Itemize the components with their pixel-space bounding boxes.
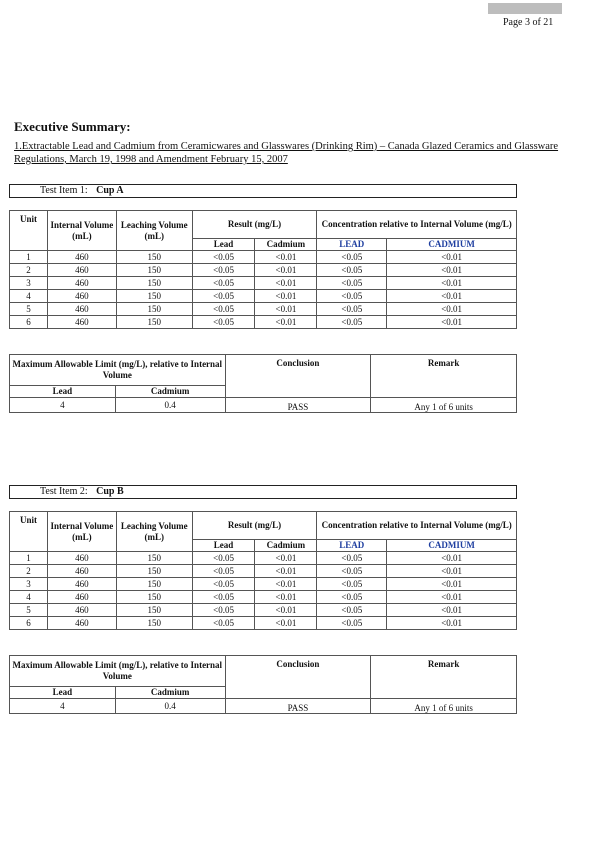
cell-internal-volume: 460 bbox=[47, 604, 116, 617]
cell-leaching-volume: 150 bbox=[116, 277, 192, 290]
cell-unit: 1 bbox=[10, 552, 48, 565]
header-remark: Remark bbox=[371, 355, 517, 398]
header-concentration: Concentration relative to Internal Volume (mg/L) bbox=[317, 211, 517, 239]
test-item-label: Test Item 2: bbox=[40, 486, 88, 497]
cell-cadmium: <0.01 bbox=[255, 617, 317, 630]
cell-conc-lead: <0.05 bbox=[317, 591, 387, 604]
cell-lead: <0.05 bbox=[192, 264, 255, 277]
cell-conc-cadmium: <0.01 bbox=[387, 290, 517, 303]
header-lead-caps: LEAD bbox=[317, 239, 387, 251]
result-table-1 bbox=[9, 210, 517, 329]
table-row bbox=[10, 578, 517, 591]
cell-lead: <0.05 bbox=[192, 290, 255, 303]
table-row bbox=[10, 604, 517, 617]
cell-lead: <0.05 bbox=[192, 604, 255, 617]
cell-cadmium: <0.01 bbox=[255, 290, 317, 303]
header-limit-lead: Lead bbox=[10, 386, 116, 398]
cell-unit: 3 bbox=[10, 578, 48, 591]
table-row bbox=[10, 617, 517, 630]
cell-internal-volume: 460 bbox=[47, 617, 116, 630]
cell-conc-lead: <0.05 bbox=[317, 277, 387, 290]
limit-table-2 bbox=[9, 655, 517, 714]
cell-conc-lead: <0.05 bbox=[317, 290, 387, 303]
header-max-limit: Maximum Allowable Limit (mg/L), relative to Internal Volume bbox=[10, 355, 226, 386]
cell-leaching-volume: 150 bbox=[116, 290, 192, 303]
cell-internal-volume: 460 bbox=[47, 303, 116, 316]
cell-cadmium: <0.01 bbox=[255, 251, 317, 264]
header-limit-cadmium: Cadmium bbox=[115, 687, 225, 699]
cell-unit: 5 bbox=[10, 303, 48, 316]
cell-leaching-volume: 150 bbox=[116, 316, 192, 329]
cell-unit: 4 bbox=[10, 591, 48, 604]
header-leaching-volume: Leaching Volume (mL) bbox=[116, 512, 192, 552]
header-cadmium: Cadmium bbox=[255, 239, 317, 251]
cell-leaching-volume: 150 bbox=[116, 617, 192, 630]
cell-conc-cadmium: <0.01 bbox=[387, 552, 517, 565]
table-row bbox=[10, 251, 517, 264]
cell-leaching-volume: 150 bbox=[116, 604, 192, 617]
header-conclusion: Conclusion bbox=[225, 355, 371, 398]
header-leaching-volume: Leaching Volume (mL) bbox=[116, 211, 192, 251]
cell-lead: <0.05 bbox=[192, 303, 255, 316]
cell-leaching-volume: 150 bbox=[116, 578, 192, 591]
cell-internal-volume: 460 bbox=[47, 591, 116, 604]
header-limit-cadmium: Cadmium bbox=[115, 386, 225, 398]
cell-conc-lead: <0.05 bbox=[317, 578, 387, 591]
cell-internal-volume: 460 bbox=[47, 290, 116, 303]
test-item-name: Cup B bbox=[96, 486, 124, 497]
header-unit: Unit bbox=[10, 512, 48, 552]
header-limit-lead: Lead bbox=[10, 687, 116, 699]
cell-internal-volume: 460 bbox=[47, 552, 116, 565]
result-table-2 bbox=[9, 511, 517, 630]
section-heading: Executive Summary: bbox=[14, 119, 131, 134]
limit-table-1 bbox=[9, 354, 517, 413]
cell-lead: <0.05 bbox=[192, 251, 255, 264]
cell-cadmium: <0.01 bbox=[255, 303, 317, 316]
cell-conc-cadmium: <0.01 bbox=[387, 617, 517, 630]
table-row bbox=[10, 290, 517, 303]
cell-leaching-volume: 150 bbox=[116, 565, 192, 578]
table-row bbox=[10, 591, 517, 604]
cell-cadmium: <0.01 bbox=[255, 604, 317, 617]
test-item-label: Test Item 1: bbox=[40, 185, 88, 196]
cell-lead: <0.05 bbox=[192, 552, 255, 565]
cell-conc-lead: <0.05 bbox=[317, 264, 387, 277]
header-remark: Remark bbox=[371, 656, 517, 699]
cell-conc-cadmium: <0.01 bbox=[387, 277, 517, 290]
header-result: Result (mg/L) bbox=[192, 512, 317, 540]
cell-unit: 4 bbox=[10, 290, 48, 303]
cell-leaching-volume: 150 bbox=[116, 264, 192, 277]
cell-unit: 2 bbox=[10, 565, 48, 578]
header-internal-volume: Internal Volume (mL) bbox=[47, 211, 116, 251]
page-number: Page 3 of 21 bbox=[503, 17, 554, 28]
limit-lead-value: 4 bbox=[10, 699, 116, 714]
cell-conc-lead: <0.05 bbox=[317, 617, 387, 630]
redacted-header-block bbox=[488, 3, 562, 14]
header-cadmium: Cadmium bbox=[255, 540, 317, 552]
cell-cadmium: <0.01 bbox=[255, 552, 317, 565]
cell-cadmium: <0.01 bbox=[255, 578, 317, 591]
cell-conc-lead: <0.05 bbox=[317, 552, 387, 565]
table-row bbox=[10, 277, 517, 290]
cell-leaching-volume: 150 bbox=[116, 591, 192, 604]
cell-conc-lead: <0.05 bbox=[317, 303, 387, 316]
limit-cadmium-value: 0.4 bbox=[115, 699, 225, 714]
cell-unit: 6 bbox=[10, 316, 48, 329]
header-lead: Lead bbox=[192, 540, 255, 552]
cell-conc-lead: <0.05 bbox=[317, 251, 387, 264]
cell-leaching-volume: 150 bbox=[116, 552, 192, 565]
cell-conc-cadmium: <0.01 bbox=[387, 303, 517, 316]
test-item-2-bar bbox=[9, 485, 517, 499]
cell-unit: 1 bbox=[10, 251, 48, 264]
cell-conc-cadmium: <0.01 bbox=[387, 316, 517, 329]
header-lead: Lead bbox=[192, 239, 255, 251]
cell-internal-volume: 460 bbox=[47, 578, 116, 591]
header-result: Result (mg/L) bbox=[192, 211, 317, 239]
header-concentration: Concentration relative to Internal Volume (mg/L) bbox=[317, 512, 517, 540]
cell-conc-lead: <0.05 bbox=[317, 316, 387, 329]
cell-cadmium: <0.01 bbox=[255, 277, 317, 290]
cell-unit: 5 bbox=[10, 604, 48, 617]
cell-conc-cadmium: <0.01 bbox=[387, 604, 517, 617]
test-item-1-bar bbox=[9, 184, 517, 198]
cell-internal-volume: 460 bbox=[47, 277, 116, 290]
cell-unit: 6 bbox=[10, 617, 48, 630]
cell-lead: <0.05 bbox=[192, 565, 255, 578]
cell-leaching-volume: 150 bbox=[116, 251, 192, 264]
cell-cadmium: <0.01 bbox=[255, 565, 317, 578]
cell-lead: <0.05 bbox=[192, 316, 255, 329]
cell-cadmium: <0.01 bbox=[255, 316, 317, 329]
cell-internal-volume: 460 bbox=[47, 264, 116, 277]
cell-lead: <0.05 bbox=[192, 591, 255, 604]
header-max-limit: Maximum Allowable Limit (mg/L), relative to Internal Volume bbox=[10, 656, 226, 687]
limit-lead-value: 4 bbox=[10, 398, 116, 413]
table-row bbox=[10, 552, 517, 565]
cell-cadmium: <0.01 bbox=[255, 264, 317, 277]
cell-unit: 2 bbox=[10, 264, 48, 277]
cell-conc-cadmium: <0.01 bbox=[387, 565, 517, 578]
header-internal-volume: Internal Volume (mL) bbox=[47, 512, 116, 552]
table-row bbox=[10, 303, 517, 316]
cell-cadmium: <0.01 bbox=[255, 591, 317, 604]
cell-internal-volume: 460 bbox=[47, 251, 116, 264]
cell-conc-cadmium: <0.01 bbox=[387, 578, 517, 591]
table-row bbox=[10, 316, 517, 329]
table-row bbox=[10, 264, 517, 277]
header-cadmium-caps: CADMIUM bbox=[387, 540, 517, 552]
header-cadmium-caps: CADMIUM bbox=[387, 239, 517, 251]
conclusion-value: PASS bbox=[225, 699, 371, 714]
header-conclusion: Conclusion bbox=[225, 656, 371, 699]
header-unit: Unit bbox=[10, 211, 48, 251]
cell-conc-cadmium: <0.01 bbox=[387, 264, 517, 277]
cell-lead: <0.05 bbox=[192, 277, 255, 290]
cell-conc-lead: <0.05 bbox=[317, 604, 387, 617]
remark-value: Any 1 of 6 units bbox=[371, 398, 517, 413]
limit-cadmium-value: 0.4 bbox=[115, 398, 225, 413]
conclusion-value: PASS bbox=[225, 398, 371, 413]
cell-lead: <0.05 bbox=[192, 578, 255, 591]
cell-internal-volume: 460 bbox=[47, 565, 116, 578]
test-item-name: Cup A bbox=[96, 185, 124, 196]
cell-unit: 3 bbox=[10, 277, 48, 290]
header-lead-caps: LEAD bbox=[317, 540, 387, 552]
cell-conc-cadmium: <0.01 bbox=[387, 591, 517, 604]
cell-conc-cadmium: <0.01 bbox=[387, 251, 517, 264]
cell-conc-lead: <0.05 bbox=[317, 565, 387, 578]
cell-internal-volume: 460 bbox=[47, 316, 116, 329]
intro-paragraph: 1.Extractable Lead and Cadmium from Ceramicwares and Glasswares (Drinking Rim) – Canada Glazed Ceramics and Glassware Regulations, March 19, 1998 and Amendment February 15, 2007 bbox=[14, 141, 559, 165]
table-row bbox=[10, 565, 517, 578]
cell-leaching-volume: 150 bbox=[116, 303, 192, 316]
cell-lead: <0.05 bbox=[192, 617, 255, 630]
remark-value: Any 1 of 6 units bbox=[371, 699, 517, 714]
